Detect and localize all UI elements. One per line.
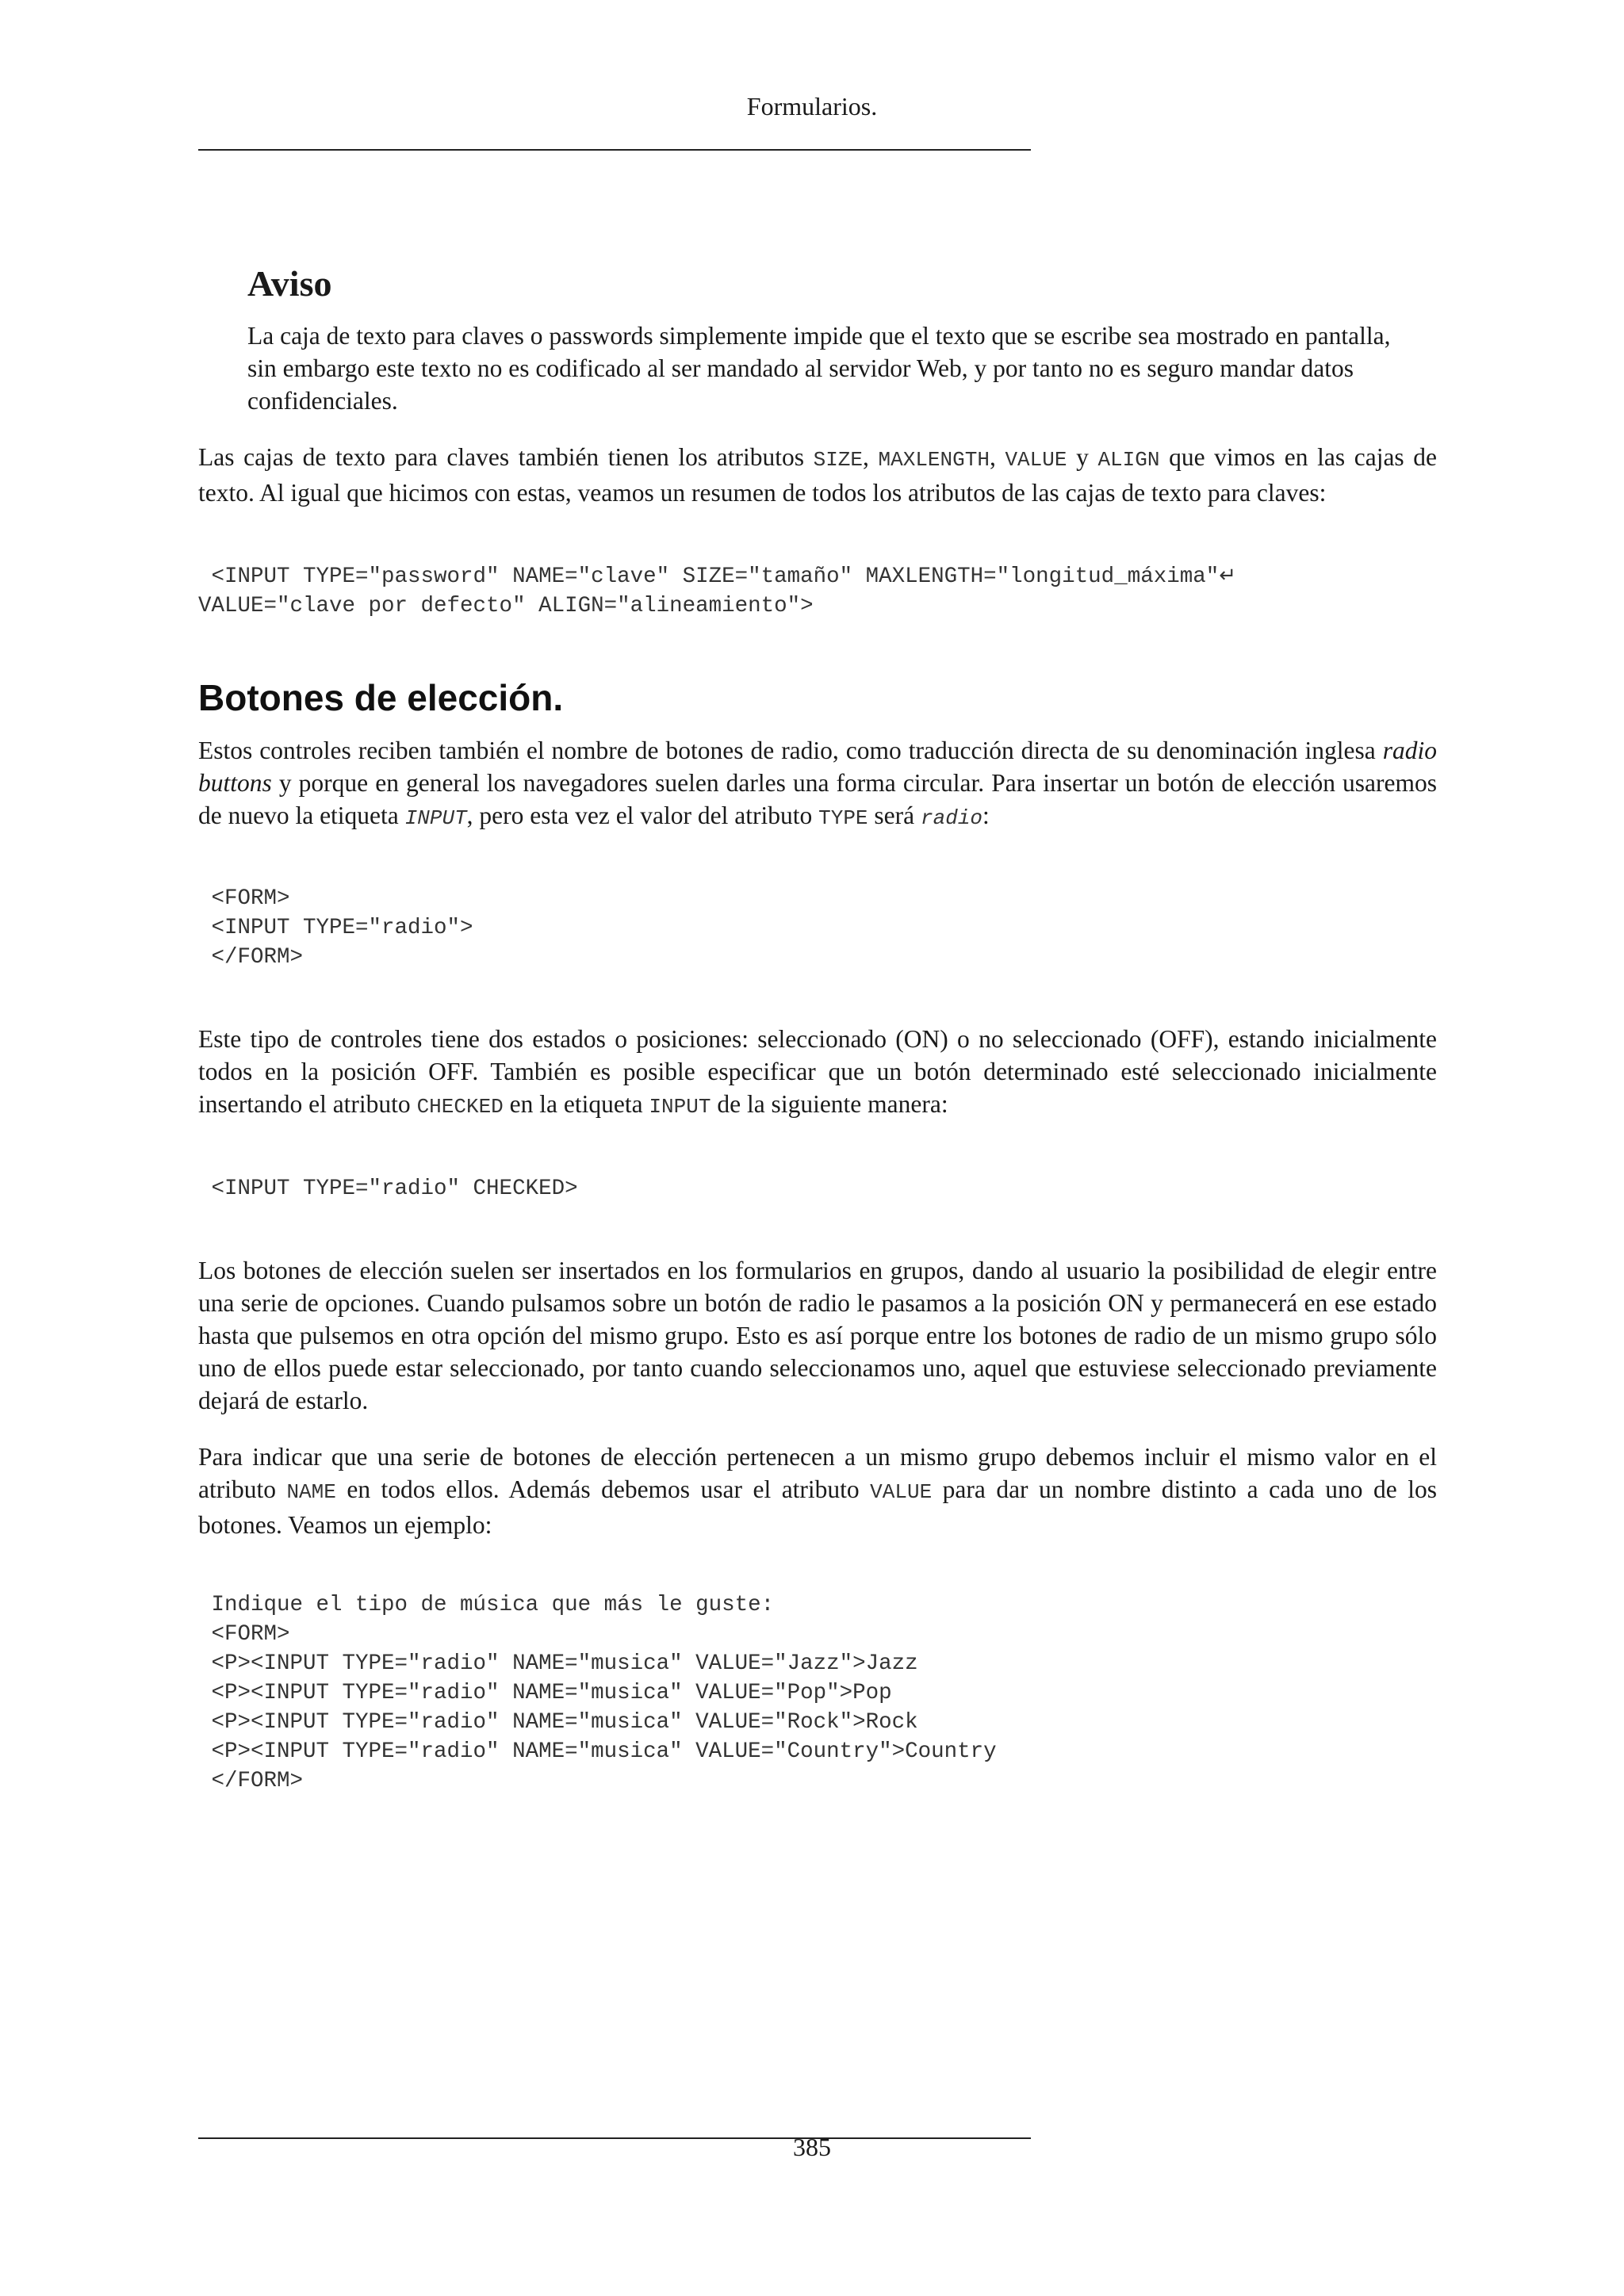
code-inline: SIZE — [813, 448, 864, 473]
code-block-password: <INPUT TYPE="password" NAME="clave" SIZE="tamaño" MAXLENGTH="longitud_máxima"↵ VALUE="clave por defecto" ALIGN="alineamiento"> — [198, 564, 1237, 619]
section-heading: Botones de elección. — [198, 677, 564, 719]
code-block-radio: <FORM> <INPUT TYPE="radio"> </FORM> — [198, 886, 473, 970]
line-wrap-icon: ↵ — [1219, 564, 1237, 588]
paragraph-password-attributes: Las cajas de texto para claves también tienen los atributos SIZE, MAXLENGTH, VALUE y ALIGN que vimos en las cajas de texto. Al igual que hicimos con estas, veamos un resumen de todos los atributos de las cajas de texto para claves: — [198, 443, 1438, 507]
code-inline: NAME — [286, 1480, 336, 1505]
running-header: Formularios. — [746, 92, 878, 121]
code-inline: INPUT — [404, 806, 467, 831]
code-inline: INPUT — [649, 1095, 711, 1119]
code-inline: TYPE — [818, 806, 868, 831]
paragraph-radio-intro: Estos controles reciben también el nombre de botones de radio, como traducción directa de su denominación inglesa radio buttons y porque en general los navegadores suelen darles una forma circular. Para insertar un botón de elección usaremos de nuevo la etiqueta INPUT, pero esta vez el valor del atributo TYPE será radio: — [198, 737, 1437, 831]
code-inline: MAXLENGTH — [878, 448, 990, 473]
warning-note — [247, 262, 1397, 417]
code-inline: VALUE — [870, 1480, 933, 1505]
code-inline: CHECKED — [416, 1095, 504, 1119]
page-content — [198, 262, 1437, 1796]
paragraph-radio-states: Este tipo de controles tiene dos estados o posiciones: seleccionado (ON) o no seleccionado (OFF), estando inicialmente todos en la posición OFF. También es posible especificar que un botón determinado esté seleccionado inicialmente insertando el atributo CHECKED en la etiqueta INPUT de la siguiente manera: — [198, 1025, 1437, 1119]
paragraph-radio-groups: Los botones de elección suelen ser insertados en los formularios en grupos, dando al usuario la posibilidad de elegir entre una serie de opciones. Cuando pulsamos sobre un botón de radio le pasamos a la posición ON y permanecerá en ese estado hasta que pulsemos en otra opción del mismo grupo. Esto es así porque entre los botones de radio de un mismo grupo sólo uno de ellos puede estar seleccionado, por tanto cuando seleccionamos uno, aquel que estuviese seleccionado previamente dejará de estarlo. — [198, 1257, 1437, 1415]
code-inline: radio — [921, 806, 983, 831]
code-inline: ALIGN — [1097, 448, 1160, 473]
code-block-checked: <INPUT TYPE="radio" CHECKED> — [198, 1177, 578, 1202]
code-block-music-example: Indique el tipo de música que más le guste: <FORM> <P><INPUT TYPE="radio" NAME="musica" VALUE="Jazz">Jazz <P><INPUT TYPE="radio" NAME="musica" VALUE="Pop">Pop <P><INPUT TYPE="radio" NAME="musica" VALUE="Rock">Rock <P><INPUT TYPE="radio" NAME="musica" VALUE="Country">Country </FORM> — [198, 1593, 997, 1794]
code-inline: VALUE — [1005, 448, 1067, 473]
header-rule — [198, 149, 1031, 151]
note-title: Aviso — [247, 263, 332, 304]
note-body: La caja de texto para claves o passwords simplemente impide que el texto que se escribe sea mostrado en pantalla, sin embargo este texto no es codificado al ser mandado al servidor Web, y por tanto no es seguro mandar datos confidenciales. — [247, 322, 1391, 415]
page-number: 385 — [793, 2133, 831, 2161]
paragraph-radio-name: Para indicar que una serie de botones de elección pertenecen a un mismo grupo debemos incluir el mismo valor en el atributo NAME en todos ellos. Además debemos usar el atributo VALUE para dar un nombre distinto a cada uno de los botones. Veamos un ejemplo: — [198, 1443, 1437, 1540]
